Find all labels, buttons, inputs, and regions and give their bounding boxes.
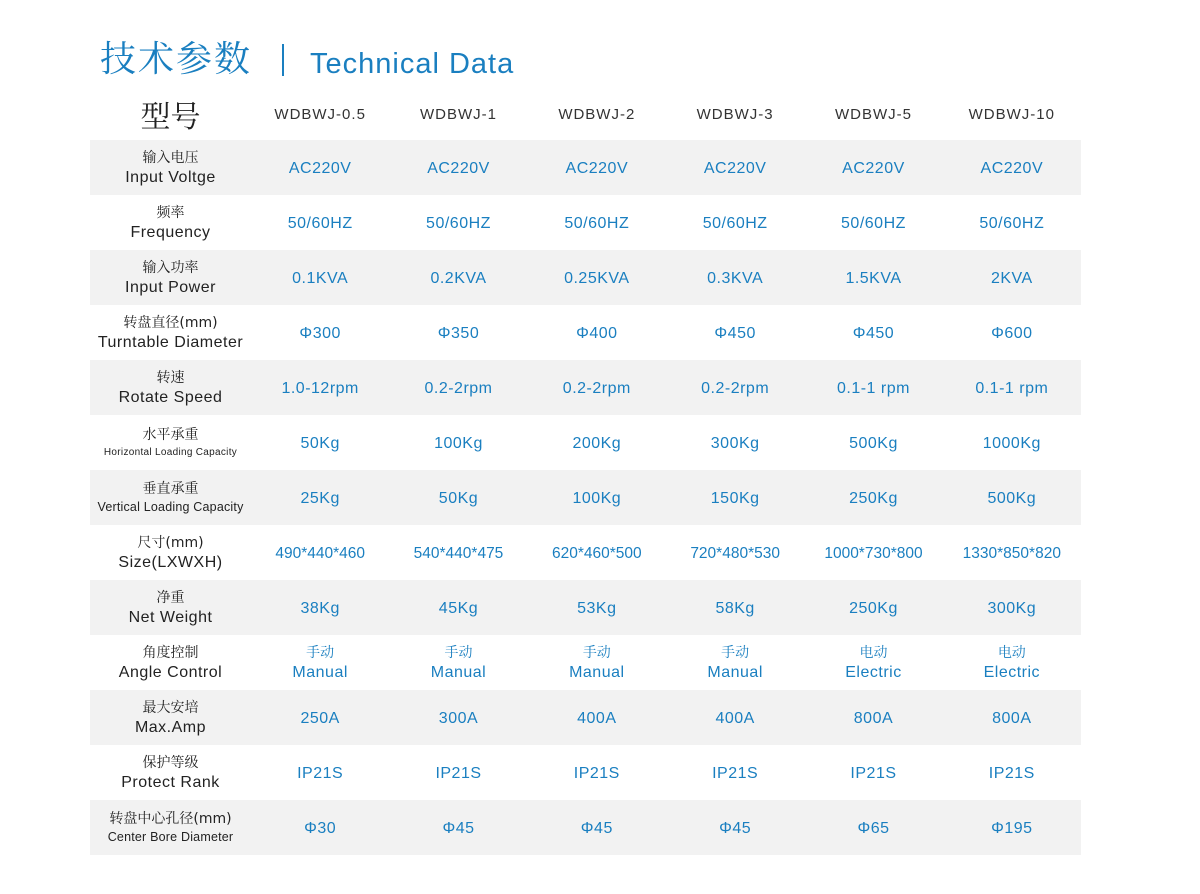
cell-value: 1000*730*800 xyxy=(824,544,923,562)
row-label xyxy=(90,140,251,195)
value-cell xyxy=(251,470,389,525)
value-cell xyxy=(528,635,666,690)
cell-value: 300Kg xyxy=(710,434,760,452)
value-cell xyxy=(666,635,804,690)
cell-value: Φ45 xyxy=(580,819,613,837)
row-label-cn: 转盘中心孔径(mm) xyxy=(109,811,232,827)
cell-value: Φ450 xyxy=(852,324,895,342)
cell-value: 1330*850*820 xyxy=(962,544,1061,562)
cell-value: IP21S xyxy=(573,764,620,782)
cell-value: 50/60HZ xyxy=(979,214,1045,232)
cell-value: AC220V xyxy=(565,159,629,177)
value-cell xyxy=(528,305,666,360)
cell-value: 540*440*475 xyxy=(413,544,504,562)
value-cell xyxy=(389,800,527,855)
value-cell xyxy=(666,745,804,800)
cell-value: 0.1-1 rpm xyxy=(975,379,1049,397)
cell-value: Φ400 xyxy=(576,324,618,342)
row-label-cn: 净重 xyxy=(156,589,185,606)
cell-value: 50Kg xyxy=(300,434,340,452)
value-cell xyxy=(943,470,1081,525)
cell-value: 800A xyxy=(992,709,1032,727)
row-label-cn: 角度控制 xyxy=(142,644,199,661)
row-center-bore-diameter xyxy=(90,800,1081,855)
row-label-en: Horizontal Loading Capacity xyxy=(103,446,238,458)
value-cell xyxy=(389,690,527,745)
value-cell xyxy=(804,525,942,580)
row-frequency xyxy=(90,195,1081,250)
value-cell xyxy=(389,195,527,250)
row-label xyxy=(90,690,251,745)
value-cell xyxy=(666,305,804,360)
value-cell xyxy=(804,305,942,360)
model-header-cell xyxy=(804,87,942,140)
row-rotate-speed xyxy=(90,360,1081,415)
value-cell xyxy=(251,690,389,745)
row-label-cn: 垂直承重 xyxy=(142,481,199,497)
cell-value: Φ30 xyxy=(304,819,337,837)
value-cell xyxy=(804,360,942,415)
cell-value-cn: 手动 xyxy=(721,644,750,661)
value-cell xyxy=(528,140,666,195)
row-label-en: Net Weight xyxy=(128,608,213,626)
row-input-power xyxy=(90,250,1081,305)
technical-data-table xyxy=(90,87,1081,855)
row-label-en: Angle Control xyxy=(118,663,223,681)
row-label-cn: 保护等级 xyxy=(142,754,199,771)
cell-value-en: Manual xyxy=(292,663,348,681)
model-name: WDBWJ-2 xyxy=(558,106,636,123)
cell-value: AC220V xyxy=(427,159,490,177)
cell-value: 150Kg xyxy=(710,489,760,507)
row-label xyxy=(90,745,251,800)
cell-value: Φ45 xyxy=(442,819,475,837)
model-name: WDBWJ-5 xyxy=(834,106,912,123)
value-cell xyxy=(804,195,942,250)
cell-value: 50Kg xyxy=(438,489,479,507)
value-cell xyxy=(666,470,804,525)
value-cell xyxy=(804,745,942,800)
cell-value: AC220V xyxy=(703,159,767,177)
value-cell xyxy=(943,250,1081,305)
cell-value: 0.2-2rpm xyxy=(562,379,631,397)
value-cell xyxy=(251,800,389,855)
value-cell xyxy=(943,580,1081,635)
row-label-en: Size(LXWXH) xyxy=(118,553,223,571)
cell-value: 400A xyxy=(577,709,617,727)
value-cell xyxy=(943,195,1081,250)
row-label xyxy=(90,635,251,690)
cell-value: 100Kg xyxy=(572,489,622,507)
model-header-cell xyxy=(943,87,1081,140)
value-cell xyxy=(389,415,527,470)
cell-value: 50/60HZ xyxy=(287,214,353,232)
model-header-row xyxy=(90,87,1081,140)
cell-value: Φ350 xyxy=(437,324,480,342)
cell-value: 0.3KVA xyxy=(707,269,764,287)
row-input-voltage xyxy=(90,140,1081,195)
row-label-en: Vertical Loading Capacity xyxy=(97,500,244,514)
row-size xyxy=(90,525,1081,580)
model-header-cell xyxy=(251,87,389,140)
cell-value: 50/60HZ xyxy=(702,214,768,232)
cell-value: 500Kg xyxy=(849,434,898,452)
row-label-en: Frequency xyxy=(130,223,211,241)
value-cell xyxy=(804,140,942,195)
cell-value: IP21S xyxy=(435,764,482,782)
row-label xyxy=(90,470,251,525)
value-cell xyxy=(943,360,1081,415)
cell-value-en: Electric xyxy=(845,663,902,681)
model-name: WDBWJ-3 xyxy=(696,106,774,123)
cell-value: 0.2-2rpm xyxy=(701,379,770,397)
cell-value: AC220V xyxy=(980,159,1044,177)
value-cell xyxy=(528,525,666,580)
value-cell xyxy=(943,800,1081,855)
cell-value: 200Kg xyxy=(572,434,622,452)
value-cell xyxy=(528,360,666,415)
cell-value: 250Kg xyxy=(849,489,898,507)
model-header-cell xyxy=(666,87,804,140)
value-cell xyxy=(943,745,1081,800)
cell-value: Φ195 xyxy=(991,819,1033,837)
cell-value: 500Kg xyxy=(987,489,1037,507)
cell-value: 490*440*460 xyxy=(275,544,365,562)
cell-value: 300Kg xyxy=(987,599,1037,617)
value-cell xyxy=(666,360,804,415)
cell-value: AC220V xyxy=(288,159,352,177)
cell-value: 50/60HZ xyxy=(426,214,491,232)
value-cell xyxy=(389,360,527,415)
value-cell xyxy=(389,140,527,195)
row-label-cn: 转盘直径(mm) xyxy=(123,314,218,331)
row-angle-control xyxy=(90,635,1081,690)
model-name: WDBWJ-0.5 xyxy=(274,106,366,123)
value-cell xyxy=(251,635,389,690)
value-cell xyxy=(943,690,1081,745)
cell-value: 0.25KVA xyxy=(564,269,630,287)
value-cell xyxy=(666,800,804,855)
cell-value: 58Kg xyxy=(715,599,755,617)
row-label-en: Protect Rank xyxy=(121,773,220,791)
value-cell xyxy=(389,745,527,800)
value-cell xyxy=(666,690,804,745)
model-heading: 型号 xyxy=(140,99,201,135)
cell-value-cn: 电动 xyxy=(859,644,888,661)
row-label-cn: 转速 xyxy=(156,369,185,386)
value-cell xyxy=(804,415,942,470)
value-cell xyxy=(804,690,942,745)
row-label xyxy=(90,195,251,250)
cell-value: Φ450 xyxy=(714,324,756,342)
cell-value-cn: 手动 xyxy=(444,644,473,661)
page-header xyxy=(100,30,514,90)
cell-value: 50/60HZ xyxy=(841,214,906,232)
row-label-cn: 水平承重 xyxy=(142,426,199,443)
row-label xyxy=(90,800,251,855)
value-cell xyxy=(943,525,1081,580)
cell-value: 1000Kg xyxy=(982,434,1041,452)
row-label xyxy=(90,415,251,470)
cell-value-en: Manual xyxy=(707,663,763,681)
title-english: Technical Data xyxy=(310,47,515,80)
cell-value: AC220V xyxy=(842,159,905,177)
value-cell xyxy=(528,800,666,855)
value-cell xyxy=(666,140,804,195)
value-cell xyxy=(389,470,527,525)
row-label xyxy=(90,360,251,415)
value-cell xyxy=(528,745,666,800)
row-label-cn: 输入电压 xyxy=(142,149,199,166)
value-cell xyxy=(666,525,804,580)
cell-value: 620*460*500 xyxy=(551,544,642,562)
value-cell xyxy=(804,250,942,305)
row-net-weight xyxy=(90,580,1081,635)
cell-value: 38Kg xyxy=(300,599,340,617)
value-cell xyxy=(251,745,389,800)
cell-value: IP21S xyxy=(712,764,759,782)
value-cell xyxy=(389,250,527,305)
cell-value: IP21S xyxy=(988,764,1035,782)
value-cell xyxy=(943,635,1081,690)
model-header-cell xyxy=(528,87,666,140)
value-cell xyxy=(666,195,804,250)
cell-value: 250Kg xyxy=(849,599,898,617)
row-turntable-diameter xyxy=(90,305,1081,360)
model-heading-cell xyxy=(90,87,251,140)
cell-value: 100Kg xyxy=(434,434,483,452)
cell-value: 720*480*530 xyxy=(690,544,780,562)
row-label xyxy=(90,250,251,305)
cell-value: Φ65 xyxy=(857,819,890,837)
cell-value: 1.0-12rpm xyxy=(281,379,359,397)
cell-value-en: Manual xyxy=(430,663,487,681)
value-cell xyxy=(666,250,804,305)
value-cell xyxy=(528,470,666,525)
cell-value: 400A xyxy=(715,709,755,727)
row-label-en: Input Voltge xyxy=(125,168,216,186)
value-cell xyxy=(528,580,666,635)
cell-value: IP21S xyxy=(850,764,897,782)
value-cell xyxy=(528,690,666,745)
row-label-cn: 频率 xyxy=(156,204,185,221)
cell-value-en: Manual xyxy=(569,663,625,681)
row-label-cn: 尺寸(mm) xyxy=(137,534,204,551)
cell-value: Φ600 xyxy=(991,324,1033,342)
value-cell xyxy=(804,635,942,690)
cell-value: 0.2KVA xyxy=(430,269,487,287)
value-cell xyxy=(389,580,527,635)
cell-value: 0.2-2rpm xyxy=(424,379,493,397)
value-cell xyxy=(804,800,942,855)
value-cell xyxy=(943,140,1081,195)
value-cell xyxy=(251,415,389,470)
row-label-en: Center Bore Diameter xyxy=(107,830,234,844)
cell-value: 800A xyxy=(853,709,894,727)
value-cell xyxy=(251,580,389,635)
cell-value: Φ45 xyxy=(719,819,752,837)
value-cell xyxy=(389,635,527,690)
value-cell xyxy=(943,415,1081,470)
row-label xyxy=(90,580,251,635)
cell-value-cn: 手动 xyxy=(306,644,335,661)
title-divider xyxy=(282,44,284,76)
cell-value-cn: 电动 xyxy=(997,644,1026,661)
value-cell xyxy=(804,580,942,635)
row-label xyxy=(90,525,251,580)
row-vertical-loading xyxy=(90,470,1081,525)
value-cell xyxy=(251,195,389,250)
cell-value-cn: 手动 xyxy=(582,644,611,661)
cell-value: 45Kg xyxy=(438,599,479,617)
value-cell xyxy=(528,195,666,250)
row-horizontal-loading xyxy=(90,415,1081,470)
value-cell xyxy=(666,415,804,470)
cell-value: 0.1-1 rpm xyxy=(836,379,910,397)
value-cell xyxy=(251,250,389,305)
cell-value: 250A xyxy=(300,709,340,727)
value-cell xyxy=(389,305,527,360)
value-cell xyxy=(251,525,389,580)
model-name: WDBWJ-10 xyxy=(968,106,1055,123)
cell-value: 53Kg xyxy=(577,599,617,617)
row-label-cn: 最大安培 xyxy=(142,699,199,716)
cell-value: 50/60HZ xyxy=(564,214,630,232)
value-cell xyxy=(943,305,1081,360)
row-label-cn: 输入功率 xyxy=(142,259,199,276)
row-label-en: Max.Amp xyxy=(134,718,207,736)
cell-value: 1.5KVA xyxy=(845,269,902,287)
model-header-cell xyxy=(389,87,527,140)
cell-value: Φ300 xyxy=(299,324,341,342)
cell-value: 2KVA xyxy=(990,269,1033,287)
value-cell xyxy=(666,580,804,635)
row-max-amp xyxy=(90,690,1081,745)
row-label-en: Input Power xyxy=(125,278,216,296)
cell-value-en: Electric xyxy=(983,663,1041,681)
row-label-en: Turntable Diameter xyxy=(97,333,244,351)
value-cell xyxy=(251,360,389,415)
value-cell xyxy=(804,470,942,525)
value-cell xyxy=(251,140,389,195)
value-cell xyxy=(528,250,666,305)
row-label xyxy=(90,305,251,360)
title-chinese: 技术参数 xyxy=(100,39,253,80)
cell-value: IP21S xyxy=(297,764,344,782)
model-name: WDBWJ-1 xyxy=(419,106,497,123)
row-label-en: Rotate Speed xyxy=(118,388,223,406)
value-cell xyxy=(528,415,666,470)
cell-value: 0.1KVA xyxy=(292,269,349,287)
cell-value: 300A xyxy=(438,709,479,727)
cell-value: 25Kg xyxy=(300,489,340,507)
row-protect-rank xyxy=(90,745,1081,800)
value-cell xyxy=(389,525,527,580)
value-cell xyxy=(251,305,389,360)
